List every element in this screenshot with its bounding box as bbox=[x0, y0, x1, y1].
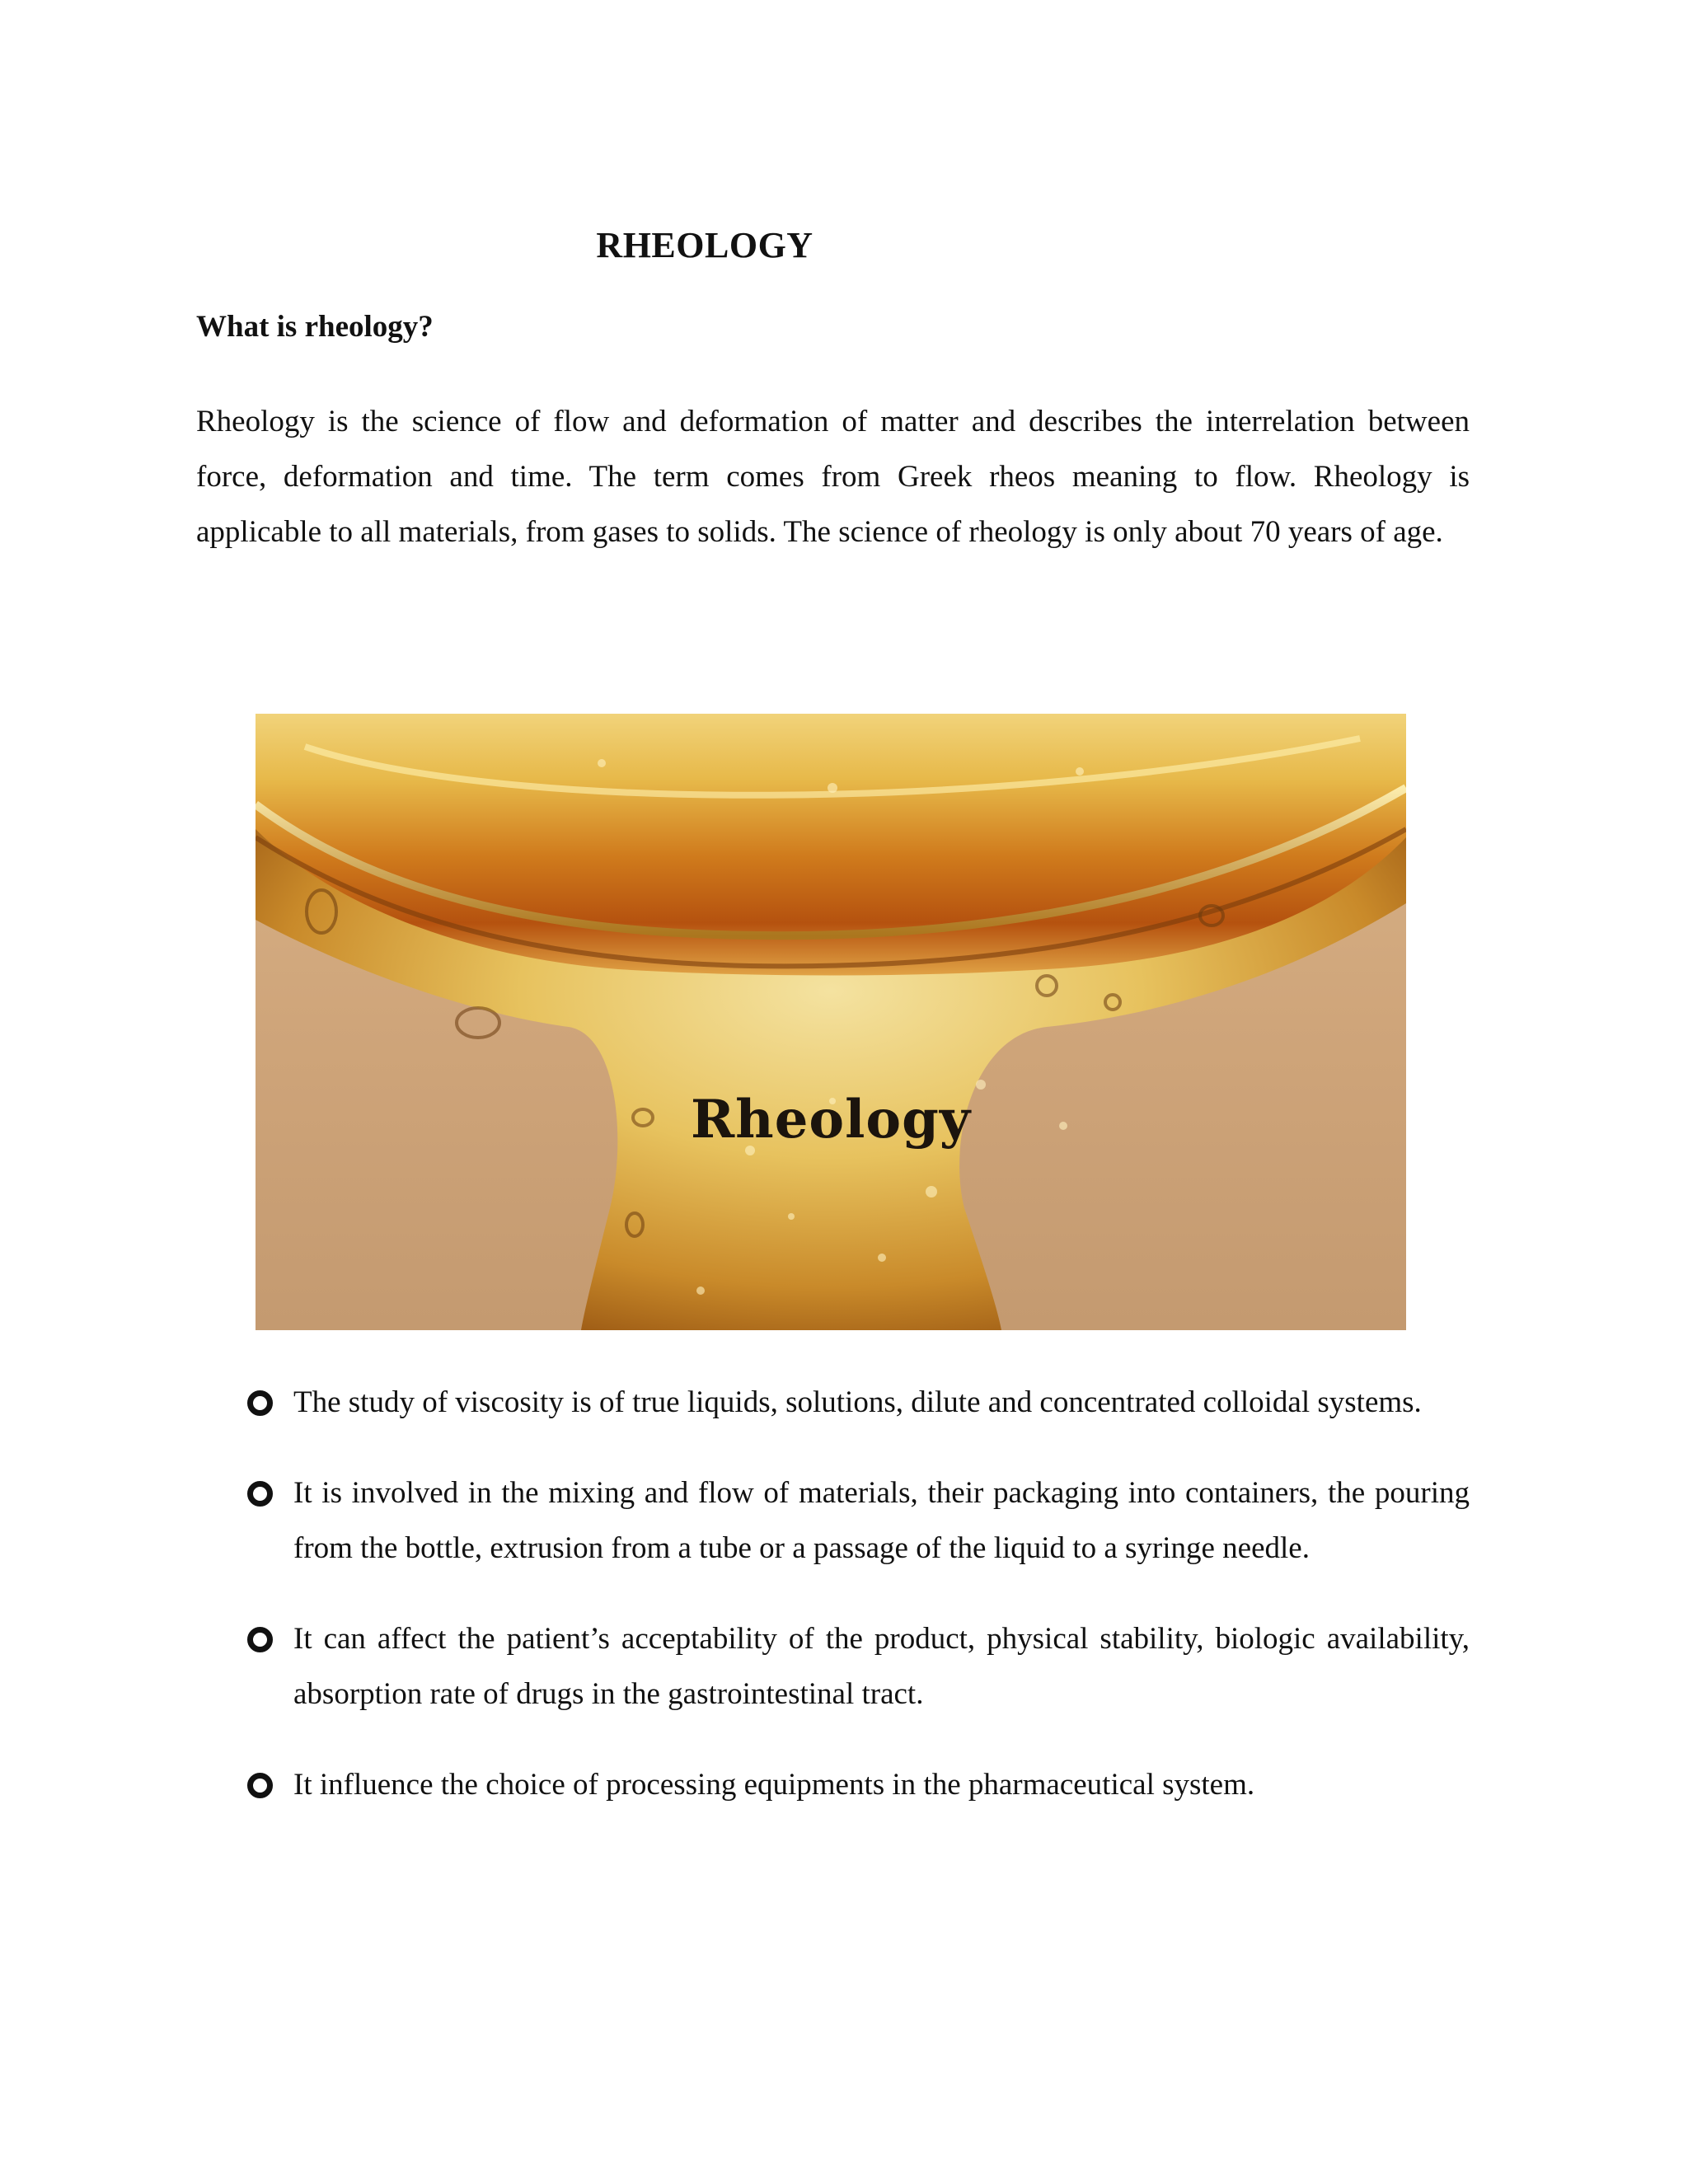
rheology-figure bbox=[256, 714, 1406, 1330]
hollow-circle-bullet-icon bbox=[247, 1773, 273, 1798]
list-item-text: The study of viscosity is of true liquids, solutions, dilute and concentrated colloidal systems. bbox=[293, 1385, 1422, 1419]
list-item-text: It can affect the patient’s acceptability of the product, physical stability, biologic availability, absorption rate of drugs in the gastrointestinal tract. bbox=[293, 1622, 1470, 1711]
list-item bbox=[196, 1611, 1470, 1722]
hollow-circle-bullet-icon bbox=[247, 1627, 273, 1652]
honey-drip-image bbox=[256, 714, 1406, 1330]
section-heading: What is rheology? bbox=[196, 310, 434, 344]
list-item-text: It is involved in the mixing and flow of materials, their packaging into containers, the pouring from the bottle, extrusion from a tube or a passage of the liquid to a syringe needle. bbox=[293, 1476, 1470, 1565]
hollow-circle-bullet-icon bbox=[247, 1481, 273, 1507]
list-item-text: It influence the choice of processing equipments in the pharmaceutical system. bbox=[293, 1768, 1255, 1802]
list-item bbox=[196, 1465, 1470, 1576]
list-item bbox=[196, 1375, 1470, 1430]
intro-paragraph: Rheology is the science of flow and deformation of matter and describes the interrelation between force, deformation and time. The term comes from Greek rheos meaning to flow. Rheology is applicable to all materials, from gases to solids. The science of rheology is only about 70 years of age. bbox=[196, 405, 1470, 549]
page-title: RHEOLOGY bbox=[596, 225, 814, 265]
bullet-list bbox=[196, 1375, 1470, 1848]
list-item bbox=[196, 1757, 1470, 1812]
hollow-circle-bullet-icon bbox=[247, 1390, 273, 1416]
figure-label: Rheology bbox=[690, 1089, 972, 1151]
